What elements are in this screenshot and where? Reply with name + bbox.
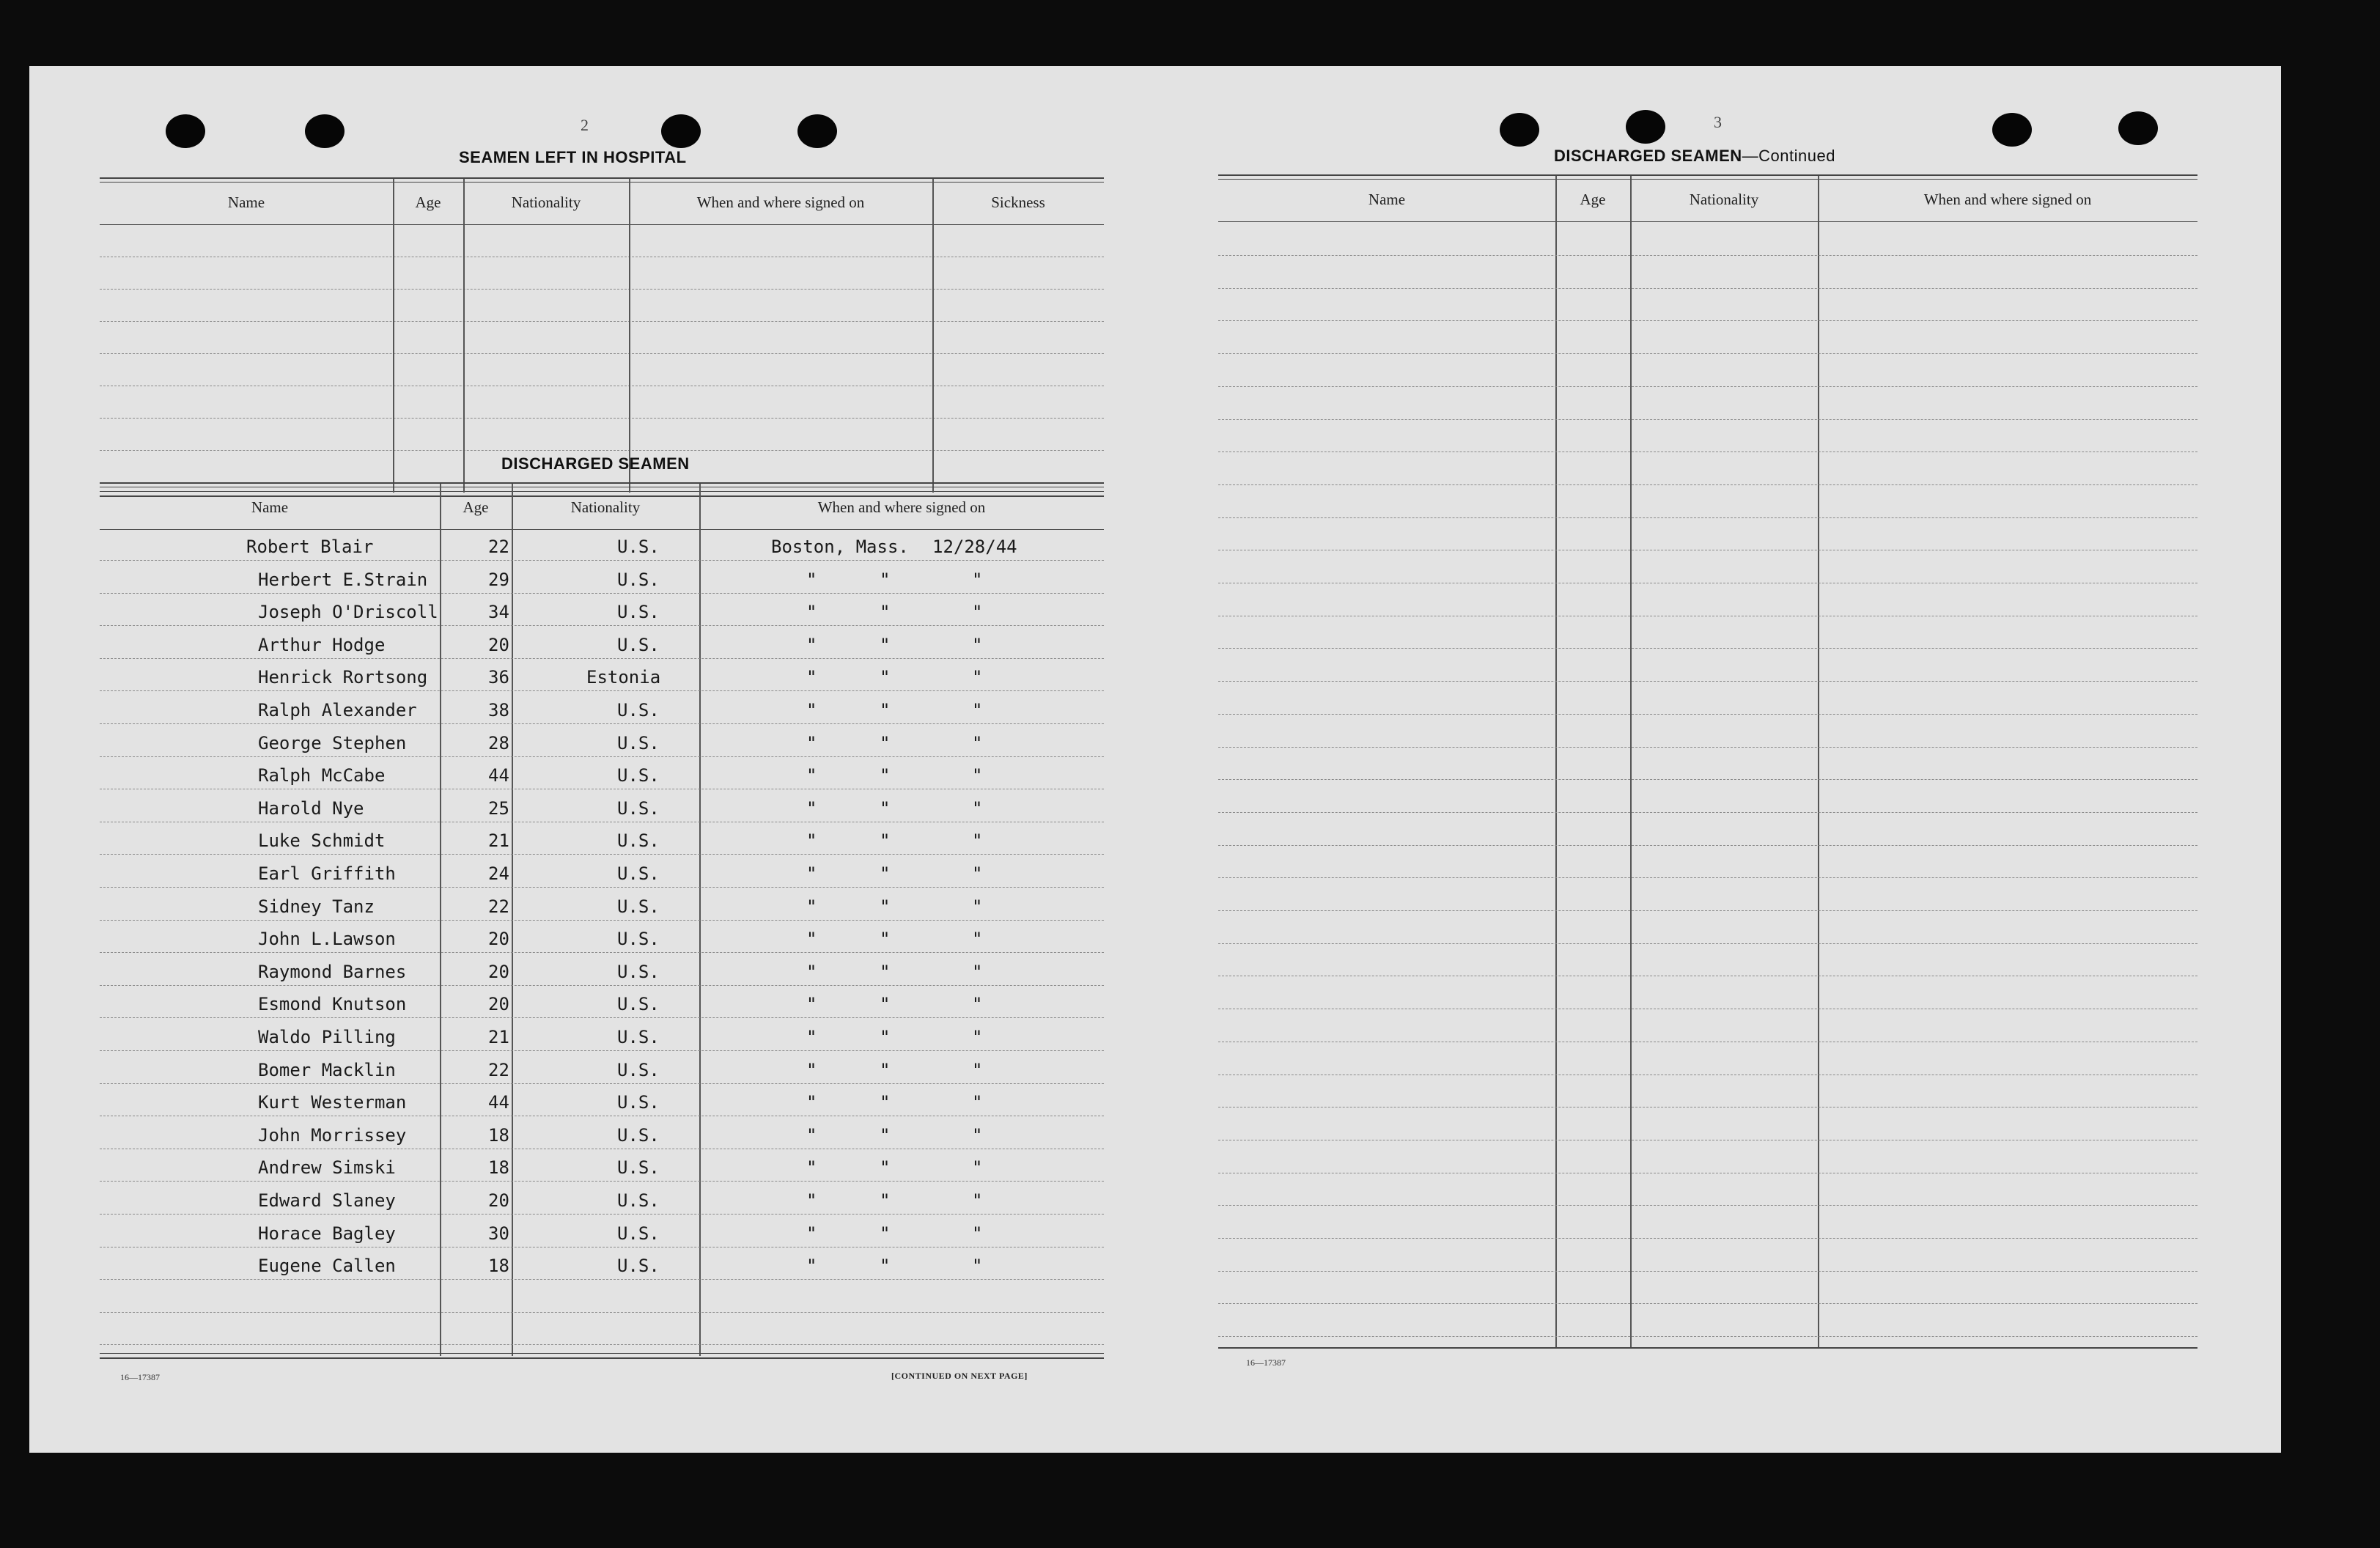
discharged-continued-table <box>1218 174 2197 1353</box>
seaman-age: 22 <box>488 1059 509 1080</box>
table-row-line <box>1218 747 2197 748</box>
seaman-name: Waldo Pilling <box>258 1027 396 1047</box>
seaman-name: Edward Slaney <box>258 1190 396 1211</box>
punch-hole <box>305 114 345 148</box>
signed-on-place-ditto: " <box>880 830 891 852</box>
punch-hole <box>1626 110 1665 144</box>
continued-header-nationality: Nationality <box>1689 191 1759 208</box>
page-number: 3 <box>1714 113 1722 131</box>
punch-hole <box>166 114 205 148</box>
form-number: 16—17387 <box>1246 1357 1286 1368</box>
signed-on-place-ditto: " <box>806 896 817 917</box>
table-row-line <box>1218 517 2197 518</box>
seaman-nationality: U.S. <box>617 994 660 1015</box>
signed-on-place-ditto: " <box>880 634 891 655</box>
signed-on-date: " <box>972 961 983 982</box>
table-row-line <box>1218 353 2197 354</box>
seaman-nationality: U.S. <box>617 1190 660 1211</box>
signed-on-place-ditto: " <box>880 994 891 1015</box>
table-row-line <box>100 887 1104 888</box>
seaman-nationality: U.S. <box>617 1059 660 1080</box>
signed-on-place-ditto: " <box>806 1124 817 1146</box>
seaman-nationality: U.S. <box>617 1124 660 1146</box>
signed-on-date: " <box>972 569 983 590</box>
form-number: 16—17387 <box>120 1372 160 1382</box>
signed-on-place-ditto: " <box>806 994 817 1015</box>
signed-on-date: " <box>972 797 983 819</box>
hospital-table <box>100 177 1104 497</box>
seaman-name: Ralph McCabe <box>258 765 386 786</box>
signed-on-date: 12/28/44 <box>932 537 1017 557</box>
seaman-name: Arthur Hodge <box>258 634 386 655</box>
signed-on-place-ditto: " <box>880 1256 891 1277</box>
seaman-name: Eugene Callen <box>258 1256 396 1277</box>
signed-on-date: " <box>972 1190 983 1211</box>
table-row-line <box>1218 910 2197 911</box>
seaman-name: Earl Griffith <box>258 863 396 884</box>
table-row-line <box>100 854 1104 855</box>
hospital-header-nationality: Nationality <box>511 194 581 211</box>
signed-on-place-ditto: " <box>806 667 817 688</box>
seaman-name: Robert Blair <box>246 537 374 557</box>
seaman-age: 30 <box>488 1223 509 1244</box>
seaman-name: Henrick Rortsong <box>258 667 428 688</box>
signed-on-place-ditto: " <box>880 863 891 884</box>
seaman-age: 18 <box>488 1157 509 1179</box>
table-row-line <box>1218 386 2197 387</box>
seaman-nationality: U.S. <box>617 765 660 786</box>
table-row-line <box>1218 255 2197 256</box>
signed-on-place-ditto: " <box>880 732 891 753</box>
discharged-section-title: DISCHARGED SEAMEN <box>501 454 690 473</box>
signed-on-date: " <box>972 929 983 950</box>
seaman-age: 20 <box>488 994 509 1015</box>
table-row-line <box>100 1214 1104 1215</box>
seaman-nationality: U.S. <box>617 830 660 852</box>
table-row-line <box>1218 484 2197 485</box>
signed-on-date: " <box>972 765 983 786</box>
seaman-name: Herbert E.Strain <box>258 569 428 590</box>
signed-on-place-ditto: " <box>806 929 817 950</box>
signed-on-place-ditto: " <box>806 700 817 720</box>
page-number: 2 <box>581 116 589 134</box>
signed-on-date: " <box>972 602 983 623</box>
signed-on-place-ditto: " <box>880 896 891 917</box>
signed-on-place-ditto: " <box>806 1190 817 1211</box>
signed-on-place-ditto: " <box>806 797 817 819</box>
signed-on-place-ditto: " <box>806 1092 817 1113</box>
seaman-age: 28 <box>488 732 509 753</box>
seaman-nationality: U.S. <box>617 961 660 982</box>
signed-on-date: " <box>972 896 983 917</box>
seaman-name: Andrew Simski <box>258 1157 396 1179</box>
seaman-name: Horace Bagley <box>258 1223 396 1244</box>
seaman-age: 36 <box>488 667 509 688</box>
signed-on-place-ditto: " <box>806 1059 817 1080</box>
table-row-line <box>100 593 1104 594</box>
signed-on-place-ditto: " <box>806 569 817 590</box>
table-row-line <box>100 1344 1104 1345</box>
seaman-nationality: Estonia <box>586 667 661 688</box>
table-row-line <box>100 985 1104 986</box>
table-row-line <box>1218 1336 2197 1337</box>
table-row-line <box>100 1083 1104 1084</box>
table-row-line <box>1218 419 2197 420</box>
signed-on-place-ditto: " <box>880 1223 891 1244</box>
seaman-age: 18 <box>488 1256 509 1277</box>
hospital-header-age: Age <box>415 194 441 211</box>
table-row-line <box>100 756 1104 757</box>
seaman-age: 20 <box>488 929 509 950</box>
hospital-section-title: SEAMEN LEFT IN HOSPITAL <box>459 148 687 166</box>
seaman-name: Raymond Barnes <box>258 961 407 982</box>
seaman-nationality: U.S. <box>617 863 660 884</box>
table-row-line <box>1218 1238 2197 1239</box>
signed-on-place-ditto: " <box>806 1027 817 1047</box>
signed-on-place-ditto: " <box>880 961 891 982</box>
signed-on-place-ditto: " <box>880 929 891 950</box>
signed-on-date: " <box>972 1124 983 1146</box>
signed-on-place: Boston, Mass. <box>771 537 909 557</box>
table-row-line <box>1218 877 2197 878</box>
seaman-nationality: U.S. <box>617 634 660 655</box>
seaman-age: 25 <box>488 797 509 819</box>
signed-on-place-ditto: " <box>806 634 817 655</box>
seaman-age: 22 <box>488 896 509 917</box>
signed-on-place-ditto: " <box>880 1190 891 1211</box>
seaman-name: Luke Schmidt <box>258 830 386 852</box>
table-row-line <box>100 723 1104 724</box>
seaman-age: 20 <box>488 634 509 655</box>
signed-on-place-ditto: " <box>880 602 891 623</box>
table-row-line <box>100 952 1104 953</box>
seaman-nationality: U.S. <box>617 1157 660 1179</box>
seaman-name: Esmond Knutson <box>258 994 407 1015</box>
seaman-nationality: U.S. <box>617 1223 660 1244</box>
seaman-nationality: U.S. <box>617 1092 660 1113</box>
continued-header-age: Age <box>1580 191 1606 208</box>
seaman-nationality: U.S. <box>617 896 660 917</box>
signed-on-date: " <box>972 830 983 852</box>
signed-on-place-ditto: " <box>806 1223 817 1244</box>
table-row-line <box>1218 812 2197 813</box>
signed-on-date: " <box>972 1027 983 1047</box>
seaman-name: Harold Nye <box>258 797 364 819</box>
signed-on-place-ditto: " <box>806 602 817 623</box>
punch-hole <box>1500 113 1539 147</box>
signed-on-date: " <box>972 700 983 720</box>
document-sheet <box>29 66 2281 1453</box>
seaman-nationality: U.S. <box>617 569 660 590</box>
seaman-name: Joseph O'Driscoll <box>258 602 438 623</box>
table-row-line <box>1218 714 2197 715</box>
table-row-line <box>1218 1303 2197 1304</box>
seaman-age: 24 <box>488 863 509 884</box>
seaman-age: 18 <box>488 1124 509 1146</box>
signed-on-date: " <box>972 1157 983 1179</box>
table-row-line <box>100 1181 1104 1182</box>
signed-on-place-ditto: " <box>880 569 891 590</box>
signed-on-place-ditto: " <box>880 1027 891 1047</box>
signed-on-place-ditto: " <box>806 1256 817 1277</box>
signed-on-date: " <box>972 1223 983 1244</box>
table-row-line <box>1218 648 2197 649</box>
table-row-line <box>1218 681 2197 682</box>
seaman-age: 44 <box>488 1092 509 1113</box>
seaman-nationality: U.S. <box>617 797 660 819</box>
punch-hole <box>1992 113 2032 147</box>
signed-on-place-ditto: " <box>880 1092 891 1113</box>
signed-on-date: " <box>972 667 983 688</box>
table-row-line <box>1218 320 2197 321</box>
signed-on-place-ditto: " <box>806 830 817 852</box>
table-row-line <box>100 1312 1104 1313</box>
signed-on-place-ditto: " <box>880 765 891 786</box>
signed-on-place-ditto: " <box>806 765 817 786</box>
signed-on-place-ditto: " <box>806 732 817 753</box>
hospital-header-name: Name <box>227 194 265 211</box>
seaman-age: 34 <box>488 602 509 623</box>
table-row-line <box>1218 288 2197 289</box>
continued-section-title <box>1554 147 1835 166</box>
table-row-line <box>1218 845 2197 846</box>
signed-on-date: " <box>972 863 983 884</box>
seaman-age: 38 <box>488 700 509 720</box>
punch-hole <box>661 114 701 148</box>
discharged-header-signed-on: When and where signed on <box>817 498 986 516</box>
seaman-nationality: U.S. <box>617 537 660 557</box>
table-row-line <box>100 625 1104 626</box>
signed-on-date: " <box>972 634 983 655</box>
table-row-line <box>1218 1205 2197 1206</box>
discharged-header-age: Age <box>463 498 489 516</box>
table-row-line <box>100 690 1104 691</box>
table-row-line <box>100 560 1104 561</box>
seaman-name: Ralph Alexander <box>258 700 417 720</box>
seaman-nationality: U.S. <box>617 1256 660 1277</box>
seaman-nationality: U.S. <box>617 929 660 950</box>
signed-on-date: " <box>972 1059 983 1080</box>
signed-on-place-ditto: " <box>880 1157 891 1179</box>
signed-on-place-ditto: " <box>880 1059 891 1080</box>
signed-on-date: " <box>972 1092 983 1113</box>
signed-on-place-ditto: " <box>880 797 891 819</box>
seaman-age: 20 <box>488 1190 509 1211</box>
punch-hole <box>2118 111 2158 145</box>
table-row-line <box>100 1050 1104 1051</box>
table-row-line <box>1218 943 2197 944</box>
table-row-line <box>1218 1271 2197 1272</box>
continued-header-name: Name <box>1368 191 1406 208</box>
hospital-header-sickness: Sickness <box>991 194 1045 211</box>
seaman-name: John L.Lawson <box>258 929 396 950</box>
seaman-age: 44 <box>488 765 509 786</box>
punch-hole <box>797 114 837 148</box>
signed-on-date: " <box>972 1256 983 1277</box>
signed-on-place-ditto: " <box>880 700 891 720</box>
continued-header-signed-on: When and where signed on <box>1923 191 2092 208</box>
discharged-seamen-table <box>100 482 1104 1362</box>
seaman-name: Kurt Westerman <box>258 1092 407 1113</box>
discharged-header-nationality: Nationality <box>570 498 641 516</box>
discharged-header-name: Name <box>251 498 289 516</box>
table-row-line <box>100 1017 1104 1018</box>
continued-note: [CONTINUED ON NEXT PAGE] <box>891 1371 1028 1381</box>
seaman-name: Bomer Macklin <box>258 1059 396 1080</box>
signed-on-place-ditto: " <box>806 961 817 982</box>
signed-on-date: " <box>972 732 983 753</box>
table-row-line <box>100 1279 1104 1280</box>
table-row-line <box>100 920 1104 921</box>
signed-on-place-ditto: " <box>806 1157 817 1179</box>
seaman-name: John Morrissey <box>258 1124 407 1146</box>
signed-on-place-ditto: " <box>880 1124 891 1146</box>
seaman-name: George Stephen <box>258 732 407 753</box>
seaman-nationality: U.S. <box>617 1027 660 1047</box>
table-row-line <box>100 658 1104 659</box>
seaman-nationality: U.S. <box>617 732 660 753</box>
table-row-line <box>1218 779 2197 780</box>
continued-title-main: DISCHARGED SEAMEN <box>1554 147 1742 165</box>
continued-title-suffix: —Continued <box>1742 147 1835 165</box>
signed-on-date: " <box>972 994 983 1015</box>
seaman-age: 29 <box>488 569 509 590</box>
signed-on-place-ditto: " <box>806 863 817 884</box>
seaman-name: Sidney Tanz <box>258 896 375 917</box>
seaman-nationality: U.S. <box>617 602 660 623</box>
seaman-age: 21 <box>488 1027 509 1047</box>
seaman-age: 22 <box>488 537 509 557</box>
seaman-age: 21 <box>488 830 509 852</box>
signed-on-place-ditto: " <box>880 667 891 688</box>
hospital-header-signed-on: When and where signed on <box>696 194 865 211</box>
seaman-age: 20 <box>488 961 509 982</box>
seaman-nationality: U.S. <box>617 700 660 720</box>
